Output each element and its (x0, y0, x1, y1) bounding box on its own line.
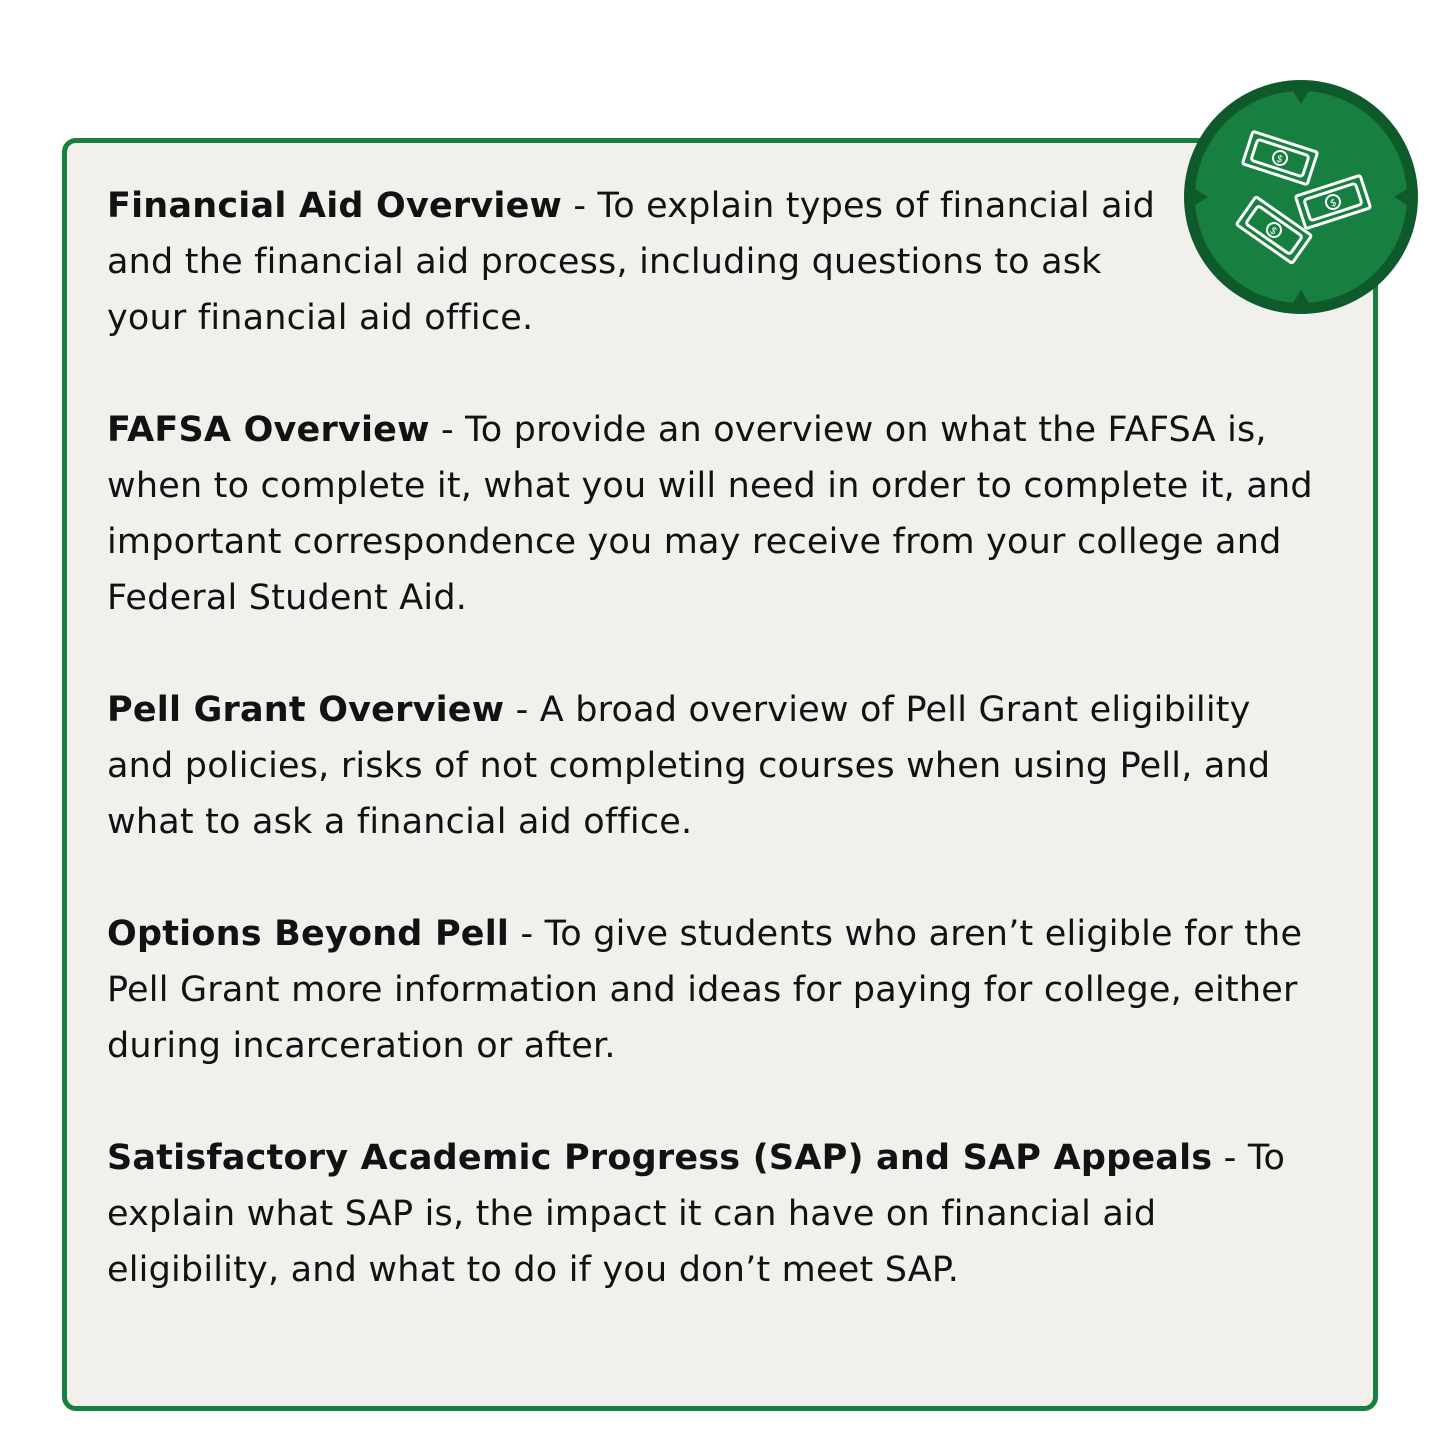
topic-description: - To provide an overview on what the FAFSA is, when to complete it, what you will need in order to complete it, and important correspondence you may receive from your college and Federal Student Aid. (107, 410, 1313, 618)
topic-sap-appeals (107, 1130, 1307, 1298)
topic-options-beyond-pell (107, 906, 1317, 1074)
topic-financial-aid-overview (107, 178, 1187, 346)
svg-text:$: $ (1328, 197, 1339, 210)
topic-title: Financial Aid Overview (107, 186, 563, 226)
money-bills-icon (1184, 80, 1418, 314)
svg-text:$: $ (1267, 224, 1279, 238)
topic-description: - A broad overview of Pell Grant eligibility and policies, risks of not completing courses when using Pell, and what to ask a financial aid office. (107, 690, 1271, 842)
topic-pell-grant-overview (107, 682, 1317, 850)
topic-list (107, 178, 1347, 1354)
topic-description: - To explain what SAP is, the impact it can have on financial aid eligibility, and what to do if you don’t meet SAP. (107, 1138, 1286, 1290)
svg-text:$: $ (1274, 153, 1285, 166)
topic-title: Pell Grant Overview (107, 690, 505, 730)
topic-title: Options Beyond Pell (107, 914, 510, 954)
topic-description: - To give students who aren’t eligible for the Pell Grant more information and ideas for paying for college, either during incarceration or after. (107, 914, 1303, 1066)
topic-description: - To explain types of financial aid and the financial aid process, including questions to ask your financial aid office. (107, 186, 1156, 338)
topic-title: FAFSA Overview (107, 410, 430, 450)
topic-title: Satisfactory Academic Progress (SAP) and SAP Appeals (107, 1138, 1213, 1178)
topic-fafsa-overview (107, 402, 1347, 626)
